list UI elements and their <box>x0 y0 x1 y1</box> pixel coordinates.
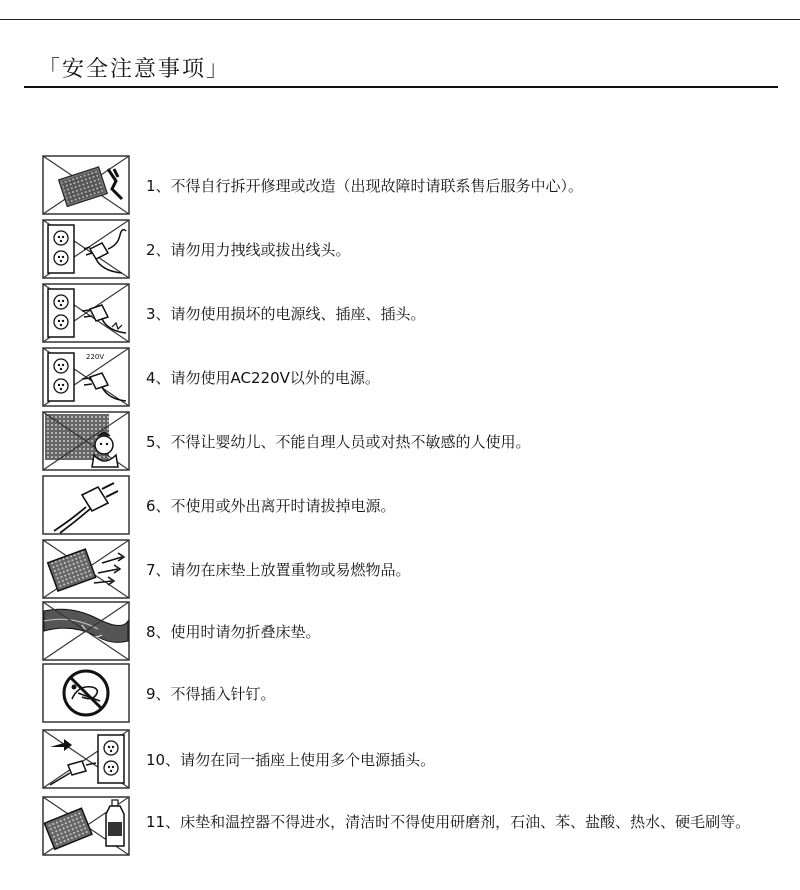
title-underline <box>24 86 778 88</box>
voltage-label: 220V <box>86 353 105 361</box>
list-item <box>42 601 782 661</box>
list-item <box>42 155 782 215</box>
item-text: 1、不得自行拆开修理或改造（出现故障时请联系售后服务中心）。 <box>146 177 584 195</box>
list-item <box>42 729 782 789</box>
no-heavy-objects-icon <box>42 539 130 599</box>
item-text: 3、请勿使用损坏的电源线、插座、插头。 <box>146 305 426 323</box>
item-text: 11、床垫和温控器不得进水，清洁时不得使用研磨剂，石油、苯、盐酸、热水、硬毛刷等。 <box>146 813 751 831</box>
no-disassemble-icon <box>42 155 130 215</box>
damaged-plug-icon <box>42 283 130 343</box>
no-water-chemicals-icon <box>42 796 130 856</box>
list-item <box>42 411 782 471</box>
top-divider <box>0 19 800 20</box>
no-infant-icon <box>42 411 130 471</box>
no-pins-icon <box>42 663 130 723</box>
list-item <box>42 283 782 343</box>
list-item <box>42 663 782 723</box>
item-text: 7、请勿在床垫上放置重物或易燃物品。 <box>146 561 411 579</box>
list-item <box>42 539 782 599</box>
list-item <box>42 347 782 407</box>
item-text: 6、不使用或外出离开时请拔掉电源。 <box>146 497 396 515</box>
item-text: 9、不得插入针钉。 <box>146 685 276 703</box>
list-item <box>42 796 782 856</box>
item-text: 10、请勿在同一插座上使用多个电源插头。 <box>146 751 436 769</box>
voltage-220v-icon <box>42 347 130 407</box>
item-text: 5、不得让婴幼儿、不能自理人员或对热不敏感的人使用。 <box>146 433 531 451</box>
no-pull-cord-icon <box>42 219 130 279</box>
item-text: 4、请勿使用AC220V以外的电源。 <box>146 369 380 387</box>
item-text: 2、请勿用力拽线或拔出线头。 <box>146 241 351 259</box>
page-title: 「安全注意事项」 <box>38 57 231 82</box>
unplug-icon <box>42 475 130 535</box>
no-multi-plug-icon <box>42 729 130 789</box>
list-item <box>42 219 782 279</box>
item-text: 8、使用时请勿折叠床垫。 <box>146 623 321 641</box>
no-fold-icon <box>42 601 130 661</box>
list-item <box>42 475 782 535</box>
